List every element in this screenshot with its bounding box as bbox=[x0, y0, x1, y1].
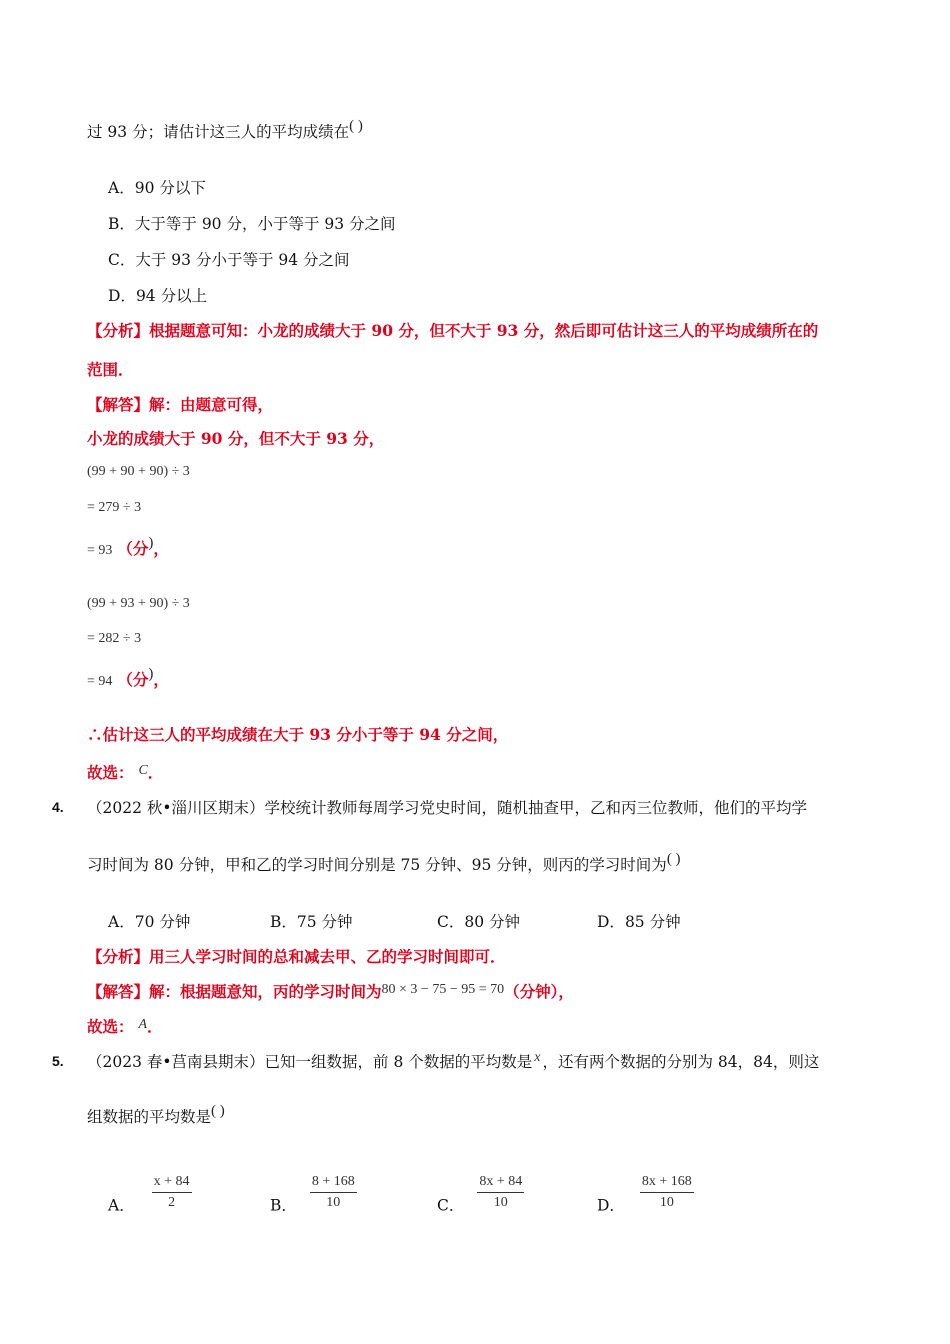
q4-analysis: 【分析】用三人学习时间的总和减去甲、乙的学习时间即可． bbox=[87, 947, 506, 966]
q4-option-c: C．80 分钟 bbox=[437, 913, 521, 931]
q3-option-a: A．90 分以下 bbox=[108, 179, 206, 197]
q4-solution-math: 80 × 3 − 75 − 95 = 70 bbox=[381, 982, 505, 997]
q5-option-d: D． $\frac{8x + 168}{10}$ bbox=[597, 1174, 692, 1215]
q3-solution: 【解答】解：由题意可得， bbox=[87, 395, 274, 414]
q4-option-b: B．75 分钟 bbox=[270, 913, 353, 931]
q5-number: 5. bbox=[52, 1053, 64, 1069]
q3-answer-paren: ( ) bbox=[349, 118, 363, 134]
q3-option-b: B．大于等于 90 分，小于等于 93 分之间 bbox=[108, 215, 396, 233]
q5-option-d-fraction: $\frac{8x + 168}{10}$ bbox=[641, 1174, 692, 1210]
q4-number: 4. bbox=[52, 799, 64, 815]
q3-analysis: 【分析】根据题意可知：小龙的成绩大于 90 分，但不大于 93 分，然后即可估计这三人的平均成绩所在的 bbox=[87, 321, 819, 340]
q3-solution-line2: 小龙的成绩大于 90 分，但不大于 93 分， bbox=[87, 429, 385, 448]
q4-stem-line1: （2022 秋•淄川区期末）学校统计教师每周学习党史时间，随机抽查甲，乙和丙三位教师，他们的平均学 bbox=[87, 799, 808, 817]
q4-answer-paren: ( ) bbox=[666, 851, 681, 867]
q3-calc-6: = 94 （分)， bbox=[87, 666, 169, 689]
q4-choose: 故选： A． bbox=[87, 1017, 163, 1036]
q4-stem-line2: 习时间为 80 分钟，甲和乙的学习时间分别是 75 分钟、95 分钟，则丙的学习时间为( ) bbox=[87, 851, 681, 874]
q5-option-c-fraction: $\frac{8x + 84}{10}$ bbox=[479, 1174, 523, 1210]
q3-choose: 故选： C． bbox=[87, 763, 164, 782]
q4-option-a: A．70 分钟 bbox=[108, 913, 191, 931]
q3-calc-2: = 279 ÷ 3 bbox=[87, 500, 142, 515]
q5-option-c: C． $\frac{8x + 84}{10}$ bbox=[437, 1174, 523, 1215]
q3-calc-4: (99 + 93 + 90) ÷ 3 bbox=[87, 596, 190, 611]
q5-option-a-fraction: $\frac{x + 84}{2}$ bbox=[153, 1174, 190, 1210]
q3-option-d: D．94 分以上 bbox=[108, 287, 208, 305]
q5-option-b-fraction: $\frac{8 + 168}{10}$ bbox=[311, 1174, 355, 1210]
q5-answer-paren: ( ) bbox=[211, 1103, 225, 1119]
q4-option-d: D．85 分钟 bbox=[597, 913, 681, 931]
q4-answer: A bbox=[138, 1017, 148, 1032]
q5-option-a: A． $\frac{x + 84}{2}$ bbox=[108, 1174, 190, 1215]
q5-stem-line1: （2023 春•莒南县期末）已知一组数据，前 8 个数据的平均数是 x ，还有两个数据的分别为 84，84，则这 bbox=[87, 1050, 820, 1071]
q5-stem-line2: 组数据的平均数是( ) bbox=[87, 1103, 225, 1126]
q5-option-b: B． $\frac{8 + 168}{10}$ bbox=[270, 1174, 355, 1215]
q3-conclusion: ∴估计这三人的平均成绩在大于 93 分小于等于 94 分之间， bbox=[87, 725, 509, 744]
q3-answer: C bbox=[138, 763, 148, 778]
q3-option-c: C．大于 93 分小于等于 94 分之间 bbox=[108, 251, 350, 269]
q3-calc-5: = 282 ÷ 3 bbox=[87, 631, 142, 646]
q3-calc-1: (99 + 90 + 90) ÷ 3 bbox=[87, 464, 190, 479]
q4-solution: 【解答】解：根据题意知，丙的学习时间为80 × 3 − 75 − 95 = 70（分钟）， bbox=[87, 982, 574, 1001]
q3-stem-tail: 过 93 分；请估计这三人的平均成绩在( ) bbox=[87, 118, 363, 141]
q3-analysis-cont: 范围． bbox=[87, 360, 134, 379]
q3-calc-3: = 93 （分)， bbox=[87, 535, 169, 558]
